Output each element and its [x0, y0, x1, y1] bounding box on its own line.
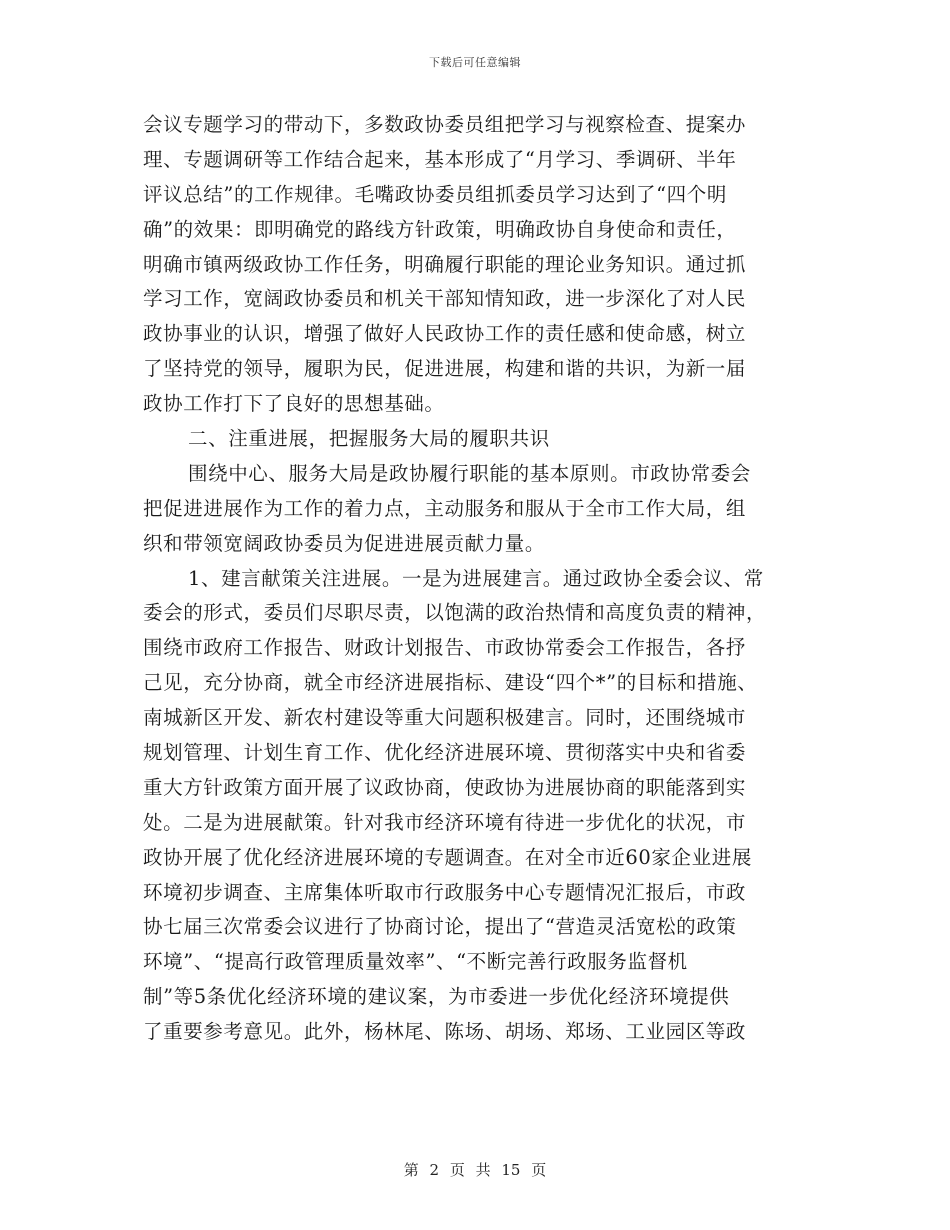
text-line: 1、建言献策关注进展。一是为进展建言。通过政协全委会议、常: [188, 566, 764, 590]
text-line: 制”等5条优化经济环境的建议案，为市委进一步优化经济环境提供: [143, 985, 730, 1009]
text-line: 环境”、“提高行政管理质量效率”、“不断完善行政服务监督机: [143, 950, 688, 974]
page-number: 第 2 页 共 15 页: [403, 1161, 547, 1179]
text-line: 理、专题调研等工作结合起来，基本形成了“月学习、季调研、半年: [143, 147, 737, 171]
text-line: 确”的效果：即明确党的路线方针政策，明确政协自身使命和责任，: [143, 217, 737, 241]
text-line: 把促进进展作为工作的着力点，主动服务和服从于全市工作大局，组: [143, 496, 747, 520]
text-line: 围绕中心、服务大局是政协履行职能的基本原则。市政协常委会: [188, 461, 751, 485]
page-header: 下载后可任意编辑: [429, 56, 521, 69]
text-line: 明确市镇两级政协工作任务，明确履行职能的理论业务知识。通过抓: [143, 252, 747, 276]
text-line: 会议专题学习的带动下，多数政协委员组把学习与视察检查、提案办: [143, 113, 747, 136]
text-line: 重大方针政策方面开展了议政协商，使政协为进展协商的职能落到实: [143, 775, 747, 799]
text-line: 学习工作，宽阔政协委员和机关干部知情知政，进一步深化了对人民: [143, 287, 747, 311]
text-line: 处。二是为进展献策。针对我市经济环境有待进一步优化的状况，市: [143, 810, 747, 834]
section-heading: 二、注重进展，把握服务大局的履职共识: [188, 427, 550, 451]
text-line: 政协工作打下了良好的思想基础。: [143, 392, 445, 416]
text-line: 围绕市政府工作报告、财政计划报告、市政协常委会工作报告，各抒: [143, 636, 747, 660]
text-line: 己见，充分协商，就全市经济进展指标、建设“四个*”的目标和措施、: [143, 671, 758, 695]
text-line: 织和带领宽阔政协委员为促进进展贡献力量。: [143, 531, 546, 555]
text-line: 协七届三次常委会议进行了协商讨论，提出了“营造灵活宽松的政策: [143, 915, 737, 939]
text-line: 环境初步调查、主席集体听取市行政服务中心专题情况汇报后，市政: [143, 880, 747, 904]
text-line: 规划管理、计划生育工作、优化经济进展环境、贯彻落实中央和省委: [143, 741, 747, 765]
text-line: 委会的形式，委员们尽职尽责，以饱满的政治热情和高度负责的精神，: [143, 601, 767, 625]
text-line: 了坚持党的领导，履职为民，促进进展，构建和谐的共识，为新一届: [143, 357, 747, 381]
document-body: [143, 108, 823, 1050]
text-line: 了重要参考意见。此外，杨林尾、陈场、胡场、郑场、工业园区等政: [143, 1020, 747, 1044]
text-line: 政协事业的认识，增强了做好人民政协工作的责任感和使命感，树立: [143, 322, 747, 346]
text-line: 评议总结”的工作规律。毛嘴政协委员组抓委员学习达到了“四个明: [143, 182, 727, 206]
text-line: 政协开展了优化经济进展环境的专题调查。在对全市近60家企业进展: [143, 845, 752, 869]
text-line: 南城新区开发、新农村建设等重大问题积极建言。同时，还围绕城市: [143, 706, 747, 730]
